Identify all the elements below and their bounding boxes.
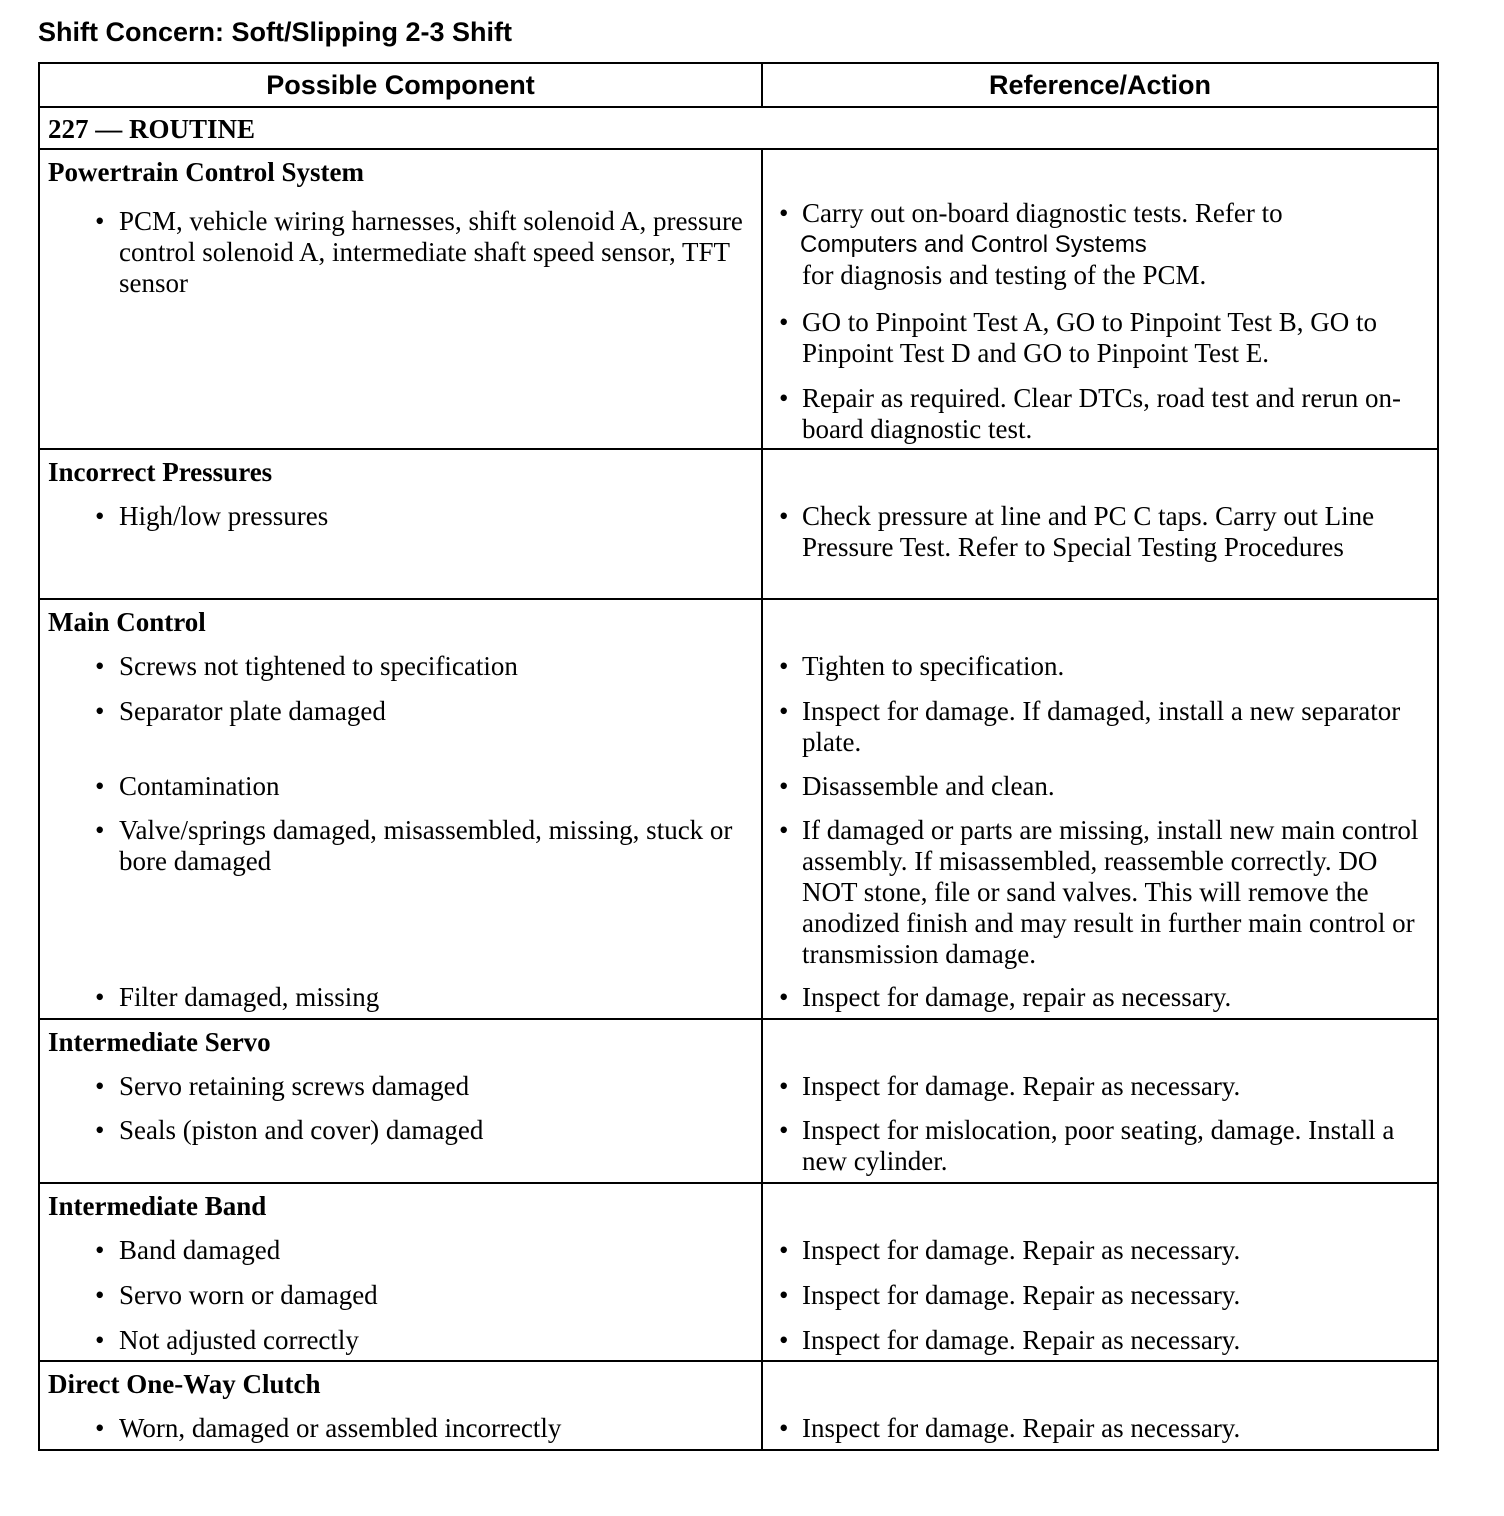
action-item — [763, 815, 1437, 982]
table-row — [39, 1361, 1438, 1450]
action-item — [763, 1325, 1437, 1356]
action-cell — [762, 1019, 1438, 1183]
action-text: Inspect for damage, repair as necessary. — [802, 982, 1232, 1012]
component-text: Servo retaining screws damaged — [119, 1071, 470, 1101]
bullet-icon: • — [779, 1071, 789, 1101]
table-row — [39, 149, 1438, 449]
action-text: Disassemble and clean. — [802, 771, 1055, 801]
component-item — [40, 771, 761, 815]
column-header-action: Reference/Action — [762, 63, 1438, 107]
component-text: Valve/springs damaged, misassembled, missing, stuck or bore damaged — [119, 815, 733, 876]
table-row — [39, 1183, 1438, 1361]
bullet-icon: • — [779, 696, 789, 726]
action-item — [763, 771, 1437, 815]
routine-row — [39, 107, 1438, 149]
component-text: Not adjusted correctly — [119, 1325, 359, 1355]
component-text: Separator plate damaged — [119, 696, 386, 726]
component-item — [40, 1071, 761, 1115]
action-item — [763, 651, 1437, 696]
column-header-component: Possible Component — [39, 63, 762, 107]
component-item — [40, 1115, 761, 1146]
component-text: PCM, vehicle wiring harnesses, shift solenoid A, pressure control solenoid A, intermediate shaft speed sensor, TFT sensor — [119, 206, 743, 298]
bullet-icon: • — [95, 206, 105, 236]
component-text: Contamination — [119, 771, 280, 801]
bullet-icon: • — [95, 501, 105, 531]
component-cell — [39, 149, 762, 449]
bullet-icon: • — [95, 982, 105, 1012]
action-text: Inspect for damage. Repair as necessary. — [802, 1235, 1241, 1265]
component-text: Seals (piston and cover) damaged — [119, 1115, 484, 1145]
action-item — [763, 1071, 1437, 1115]
bullet-icon: • — [95, 1071, 105, 1101]
component-item — [40, 696, 761, 771]
action-text: Repair as required. Clear DTCs, road test and rerun on-board diagnostic test. — [802, 383, 1402, 444]
action-text: Inspect for damage. Repair as necessary. — [802, 1071, 1241, 1101]
component-item — [40, 501, 761, 532]
bullet-icon: • — [779, 1325, 789, 1355]
bullet-icon: • — [779, 501, 789, 531]
action-text: If damaged or parts are missing, install new main control assembly. If misassembled, reassemble correctly. DO NOT stone, file or sand valves. This will remove the anodized finish and may result in further main control or transmission damage. — [802, 815, 1419, 969]
component-item — [40, 651, 761, 696]
action-item — [763, 501, 1437, 563]
bullet-icon: • — [779, 815, 789, 845]
action-cell — [762, 599, 1438, 1019]
component-cell — [39, 1183, 762, 1361]
bullet-icon: • — [779, 198, 789, 228]
action-text: Inspect for mislocation, poor seating, damage. Install a new cylinder. — [802, 1115, 1395, 1176]
bullet-icon: • — [779, 771, 789, 801]
bullet-icon: • — [779, 1280, 789, 1310]
action-text-continued: for diagnosis and testing of the PCM. — [802, 260, 1207, 290]
component-cell — [39, 449, 762, 599]
reference-link[interactable]: Computers and Control Systems — [800, 231, 1147, 258]
bullet-icon: • — [95, 815, 105, 845]
bullet-icon: • — [779, 1115, 789, 1145]
category-title: Direct One-Way Clutch — [48, 1369, 321, 1399]
action-item — [763, 1413, 1437, 1444]
category-title: Intermediate Band — [48, 1191, 267, 1221]
component-item — [40, 1280, 761, 1325]
component-item — [40, 1413, 761, 1444]
diagnosis-table — [38, 62, 1439, 1451]
bullet-icon: • — [779, 1235, 789, 1265]
component-text: Band damaged — [119, 1235, 281, 1265]
bullet-icon: • — [779, 307, 789, 337]
action-text: Inspect for damage. If damaged, install a new separator plate. — [802, 696, 1401, 757]
table-header-row — [39, 63, 1438, 107]
action-cell — [762, 449, 1438, 599]
page-title: Shift Concern: Soft/Slipping 2-3 Shift — [38, 17, 512, 47]
bullet-icon: • — [95, 771, 105, 801]
component-text: Servo worn or damaged — [119, 1280, 378, 1310]
action-text: GO to Pinpoint Test A, GO to Pinpoint Test B, GO to Pinpoint Test D and GO to Pinpoint Test E. — [802, 307, 1378, 368]
bullet-icon: • — [779, 651, 789, 681]
category-title: Main Control — [48, 607, 206, 637]
action-item — [763, 1115, 1437, 1177]
action-cell — [762, 1183, 1438, 1361]
component-text: Screws not tightened to specification — [119, 651, 518, 681]
component-cell — [39, 1019, 762, 1183]
component-cell — [39, 599, 762, 1019]
bullet-icon: • — [779, 1413, 789, 1443]
table-row — [39, 449, 1438, 599]
action-cell — [762, 149, 1438, 449]
action-text: Inspect for damage. Repair as necessary. — [802, 1280, 1241, 1310]
category-title: Intermediate Servo — [48, 1027, 271, 1057]
action-text: Tighten to specification. — [802, 651, 1065, 681]
component-item — [40, 206, 761, 299]
component-text: Worn, damaged or assembled incorrectly — [119, 1413, 562, 1443]
component-item — [40, 982, 761, 1013]
category-title: Incorrect Pressures — [48, 457, 273, 487]
bullet-icon: • — [95, 696, 105, 726]
action-item — [763, 383, 1437, 445]
bullet-icon: • — [779, 383, 789, 413]
action-text: Carry out on-board diagnostic tests. Refer to — [802, 198, 1283, 228]
bullet-icon: • — [779, 982, 789, 1012]
component-item — [40, 815, 761, 982]
action-item — [763, 1235, 1437, 1280]
bullet-icon: • — [95, 1413, 105, 1443]
action-text: Check pressure at line and PC C taps. Carry out Line Pressure Test. Refer to Special Testing Procedures — [802, 501, 1375, 562]
action-text: Inspect for damage. Repair as necessary. — [802, 1325, 1241, 1355]
action-text: Inspect for damage. Repair as necessary. — [802, 1413, 1241, 1443]
table-row — [39, 1019, 1438, 1183]
component-cell — [39, 1361, 762, 1450]
action-item — [763, 198, 1437, 291]
category-title: Powertrain Control System — [48, 157, 364, 187]
bullet-icon: • — [95, 1280, 105, 1310]
component-item — [40, 1325, 761, 1356]
action-cell — [762, 1361, 1438, 1450]
bullet-icon: • — [95, 651, 105, 681]
action-item — [763, 696, 1437, 771]
bullet-icon: • — [95, 1325, 105, 1355]
component-text: High/low pressures — [119, 501, 329, 531]
table-row — [39, 599, 1438, 1019]
bullet-icon: • — [95, 1235, 105, 1265]
component-item — [40, 1235, 761, 1280]
routine-label: 227 — ROUTINE — [39, 107, 1438, 149]
component-text: Filter damaged, missing — [119, 982, 380, 1012]
bullet-icon: • — [95, 1115, 105, 1145]
action-item — [763, 307, 1437, 369]
action-item — [763, 982, 1437, 1013]
action-item — [763, 1280, 1437, 1325]
